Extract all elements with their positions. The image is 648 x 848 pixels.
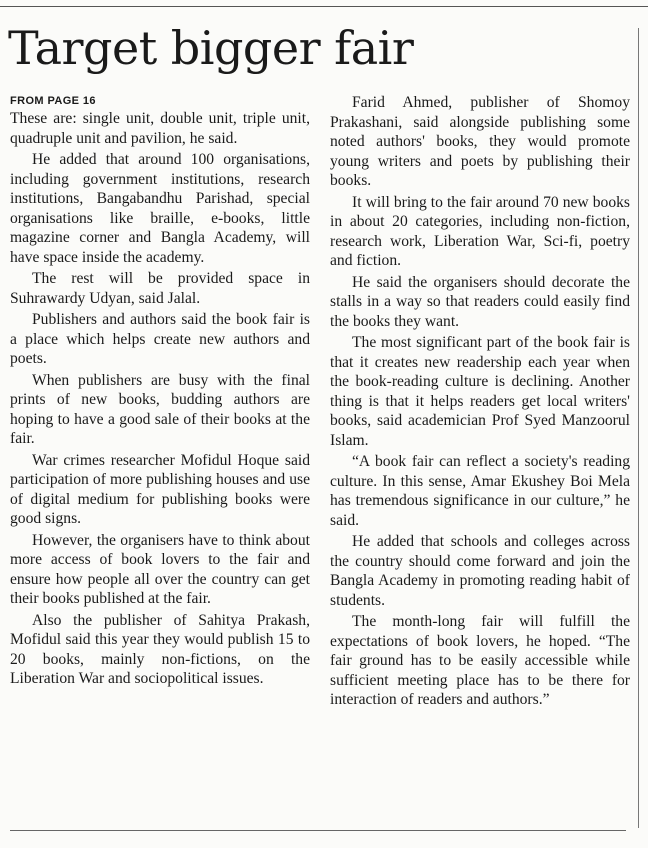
headline: Target bigger fair bbox=[8, 21, 414, 75]
paragraph: It will bring to the fair around 70 new books in about 20 categories, including non-fiction, research work, Liberation War, Sci-fi, poetry and fiction. bbox=[330, 193, 630, 269]
jump-kicker: FROM PAGE 16 bbox=[10, 95, 96, 107]
top-rule bbox=[0, 6, 648, 7]
column-divider bbox=[638, 28, 639, 828]
right-column bbox=[330, 93, 630, 712]
paragraph: Farid Ahmed, publisher of Shomoy Prakashani, said alongside publishing some noted authors' books, they would promote young writers and poets by publishing their books. bbox=[330, 94, 630, 189]
paragraph: The most significant part of the book fair is that it creates new readership each year when the book-reading culture is declining. Another thing is that it helps readers get local writers' books, said academician Prof Syed Manzoorul Islam. bbox=[330, 334, 630, 449]
paragraph: He added that schools and colleges across the country should come forward and join the Bangla Academy in promoting reading habit of students. bbox=[330, 533, 630, 609]
paragraph: These are: single unit, double unit, triple unit, quadruple unit and pavilion, he said. bbox=[10, 110, 310, 147]
paragraph: He said the organisers should decorate the stalls in a way so that readers could easily find the books they want. bbox=[330, 273, 630, 330]
paragraph: War crimes researcher Mofidul Hoque said participation of more publishing houses and use of digital medium for publishing books were good signs. bbox=[10, 451, 310, 527]
paragraph: When publishers are busy with the final prints of new books, budding authors are hoping to have a good sale of their books at the fair. bbox=[10, 371, 310, 447]
paragraph: “A book fair can reflect a society's reading culture. In this sense, Amar Ekushey Boi Mela has tremendous significance in our culture,” he said. bbox=[330, 453, 630, 529]
bottom-rule bbox=[10, 830, 626, 831]
left-column bbox=[10, 93, 310, 691]
paragraph: However, the organisers have to think about more access of book lovers to the fair and ensure how people all over the country can get their books published at the fair. bbox=[10, 531, 310, 607]
paragraph: Publishers and authors said the book fair is a place which helps create new authors and poets. bbox=[10, 311, 310, 367]
paragraph: The rest will be provided space in Suhrawardy Udyan, said Jalal. bbox=[10, 270, 310, 307]
paragraph: Also the publisher of Sahitya Prakash, Mofidul said this year they would publish 15 to 20 books, mainly non-fictions, on the Liberation War and sociopolitical issues. bbox=[10, 611, 310, 687]
paragraph: He added that around 100 organisations, including government institutions, research institutions, Bangabandhu Parishad, special organisations like braille, e-books, little magazine corner and Bangla Academy, will have space inside the academy. bbox=[10, 151, 310, 266]
paragraph: The month-long fair will fulfill the expectations of book lovers, he hoped. “The fair ground has to be easily accessible while sufficient meeting place has to be there for interaction of readers and authors.” bbox=[330, 613, 630, 708]
